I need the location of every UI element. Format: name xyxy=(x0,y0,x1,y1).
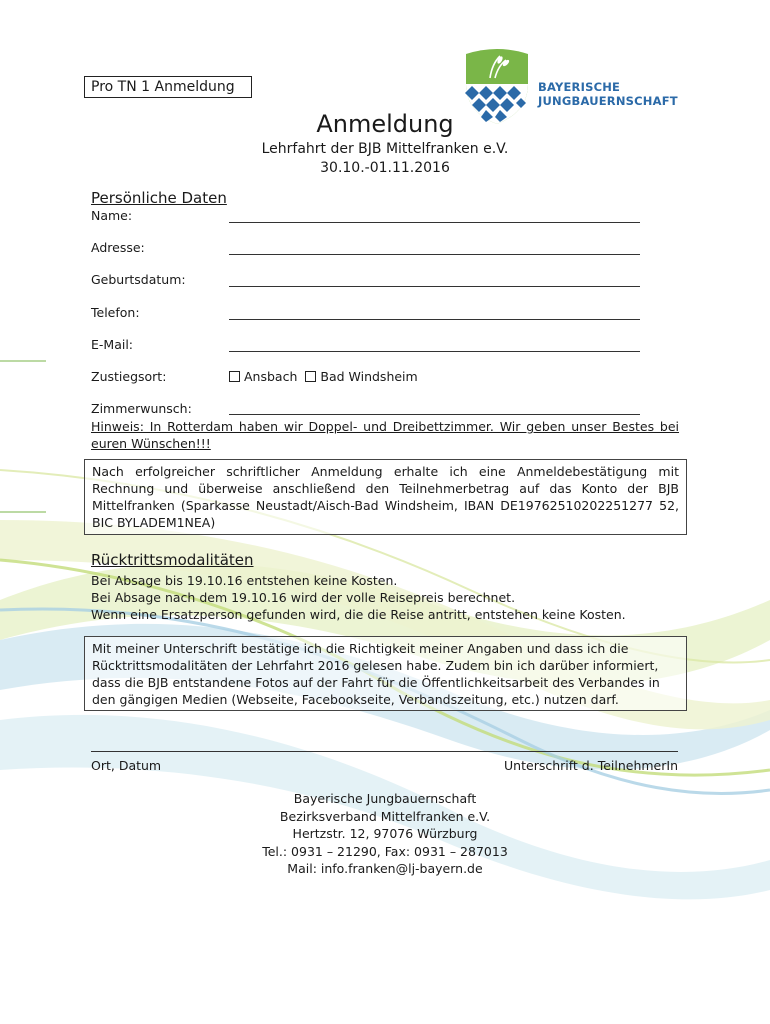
ruecktritt-line: Wenn eine Ersatzperson gefunden wird, die die Reise antritt, entstehen keine Kosten. xyxy=(91,607,626,622)
section-heading-personal: Persönliche Daten xyxy=(91,189,227,207)
info-box: Nach erfolgreicher schriftlicher Anmeldung erhalte ich eine Anmeldebestätigung mit Rechnung und überweise anschließend den Teilnehmerbetrag auf das Konto der BJB Mittelfranken (Sparkasse Neustadt/Aisch-Bad Windsheim, IBAN DE19762510202251277 52, BIC BYLADEM1NEA) xyxy=(84,459,687,535)
zimmer-field[interactable] xyxy=(229,414,640,415)
ruecktritt-text xyxy=(91,572,626,623)
email-label: E-Mail: xyxy=(91,337,134,352)
zimmer-label: Zimmerwunsch: xyxy=(91,401,192,416)
page-subtitle xyxy=(0,140,770,178)
email-field[interactable] xyxy=(229,351,640,352)
address-field[interactable] xyxy=(229,254,640,255)
ort-datum-label: Ort, Datum xyxy=(91,758,162,773)
logo-line-1: BAYERISCHE xyxy=(538,80,621,94)
checkbox-ansbach[interactable] xyxy=(229,371,240,382)
name-label: Name: xyxy=(91,208,133,223)
tn-label-box: Pro TN 1 Anmeldung xyxy=(84,76,252,98)
footer-line: Mail: info.franken@lj-bayern.de xyxy=(287,861,483,876)
subtitle-trip: Lehrfahrt der BJB Mittelfranken e.V. xyxy=(261,141,509,157)
phone-label: Telefon: xyxy=(91,305,140,320)
ruecktritt-line: Bei Absage bis 19.10.16 entstehen keine Kosten. xyxy=(91,573,398,588)
hinweis-note: Hinweis: In Rotterdam haben wir Doppel- und Dreibettzimmer. Wir geben unser Bestes bei euren Wünschen!!! xyxy=(91,419,679,451)
footer-line: Bayerische Jungbauernschaft xyxy=(293,791,477,806)
option-ansbach-label: Ansbach xyxy=(244,369,298,384)
footer-line: Hertzstr. 12, 97076 Würzburg xyxy=(292,826,478,841)
page-title: Anmeldung xyxy=(316,110,454,138)
subtitle-dates: 30.10.-01.11.2016 xyxy=(320,160,450,176)
zustieg-label: Zustiegsort: xyxy=(91,369,167,384)
checkbox-bad-windsheim[interactable] xyxy=(305,371,316,382)
unterschrift-label: Unterschrift d. TeilnehmerIn xyxy=(504,758,678,773)
address-label: Adresse: xyxy=(91,240,145,255)
option-bad-windsheim-label: Bad Windsheim xyxy=(320,369,418,384)
footer-line: Tel.: 0931 – 21290, Fax: 0931 – 287013 xyxy=(262,843,508,859)
signature-line[interactable] xyxy=(91,751,678,752)
logo-text xyxy=(538,80,678,108)
name-field[interactable] xyxy=(229,222,640,223)
ruecktritt-line: Bei Absage nach dem 19.10.16 wird der volle Reisepreis berechnet. xyxy=(91,590,516,605)
zustieg-options xyxy=(229,369,418,384)
logo-line-2: JUNGBAUERNSCHAFT xyxy=(538,94,678,108)
footer-line: Bezirksverband Mittelfranken e.V. xyxy=(279,808,491,824)
consent-box: Mit meiner Unterschrift bestätige ich die Richtigkeit meiner Angaben und dass ich die Rücktrittsmodalitäten der Lehrfahrt 2016 gelesen habe. Zudem bin ich darüber informiert, dass die BJB entstandene Fotos auf der Fahrt für die Öffentlichkeitsarbeit des Verbandes in den gängigen Medien (Webseite, Facebookseite, Verbandszeitung, etc.) nutzen darf. xyxy=(84,636,687,711)
phone-field[interactable] xyxy=(229,319,640,320)
birthdate-field[interactable] xyxy=(229,286,640,287)
footer-address xyxy=(0,790,770,878)
section-heading-ruecktritt: Rücktrittsmodalitäten xyxy=(91,551,254,569)
birthdate-label: Geburtsdatum: xyxy=(91,272,186,287)
